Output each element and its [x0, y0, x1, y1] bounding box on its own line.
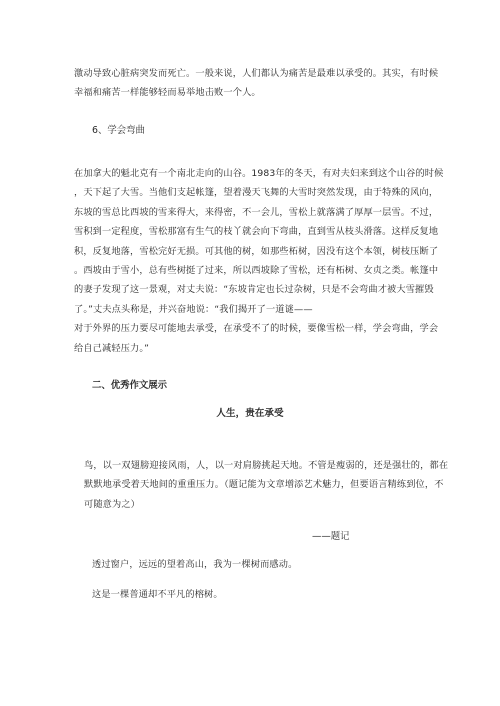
text-line: ，天下起了大雪。当他们支起帐篷，望着漫天飞舞的大雪时突然发现，由于特殊的风向，	[74, 187, 439, 199]
paragraph-story-cedar	[74, 164, 444, 358]
text-line: 雪积到一定程度，雪松那富有生气的枝丫就会向下弯曲，直到雪从枝头滑落。这样反复地	[74, 226, 439, 238]
essay-title: 人生，贵在承受	[216, 408, 284, 419]
text-line: 对于外界的压力要尽可能地去承受，在承受不了的时候，要像雪松一样，学会弯曲，学会	[74, 323, 439, 335]
section-heading-essay-showcase: 二、优秀作文展示	[92, 380, 168, 391]
text-line: 可随意为之）	[84, 498, 141, 510]
text-line: 。西坡由于雪小，总有些树挺了过来，所以西坡除了雪松，还有柘树、女贞之类。帐篷中	[74, 265, 439, 277]
text-line: 鸟，以一双翅膀迎接风雨，人，以一对肩膀挑起天地。不管是瘦弱的，还是强壮的，都在	[84, 460, 449, 471]
text-line: 默默地承受着天地间的重重压力。（题记能为文章增添艺术魅力，但要语言精练到位，不	[84, 479, 444, 491]
epigraph-signature: ——题记	[312, 531, 350, 542]
text-line: 激动导致心脏病突发而死亡。一般来说，人们都认为痛苦是最难以承受的。其实，有时候	[74, 68, 439, 79]
text-line: 在加拿大的魁北克有一个南北走向的山谷。1983年的冬天，有对夫妇来到这个山谷的时候	[74, 168, 444, 179]
paragraph-essay-intro	[84, 456, 449, 514]
text-line: 幸福和痛苦一样能够轻而易举地击败一个人。	[74, 87, 261, 99]
text-line: 的妻子发现了这一景观，对丈夫说：“东坡肯定也长过杂树，只是不会弯曲才被大雪摧毁	[74, 284, 434, 296]
text-line: 给自己减轻压力。”	[74, 342, 150, 354]
section-heading-learn-to-bend: 6、学会弯曲	[92, 125, 145, 136]
text-line: 积，反复地落，雪松完好无损。可其他的树，如那些柘树，因没有这个本领，树枝压断了	[74, 245, 439, 257]
text-line: 了。”丈夫点头称是，并兴奋地说：“我们揭开了一道谜——	[74, 303, 313, 315]
paragraph-window	[92, 555, 454, 574]
paragraph-banyan	[92, 585, 454, 604]
text-line: 透过窗户，远远的望着高山，我为一棵树而感动。	[92, 559, 298, 570]
text-line: 东坡的雪总比西坡的雪来得大，来得密，不一会儿，雪松上就落满了厚厚一层雪。不过，	[74, 206, 439, 218]
paragraph-happiness-pain	[74, 64, 439, 103]
text-line: 这是一棵普通却不平凡的榕树。	[92, 589, 223, 600]
